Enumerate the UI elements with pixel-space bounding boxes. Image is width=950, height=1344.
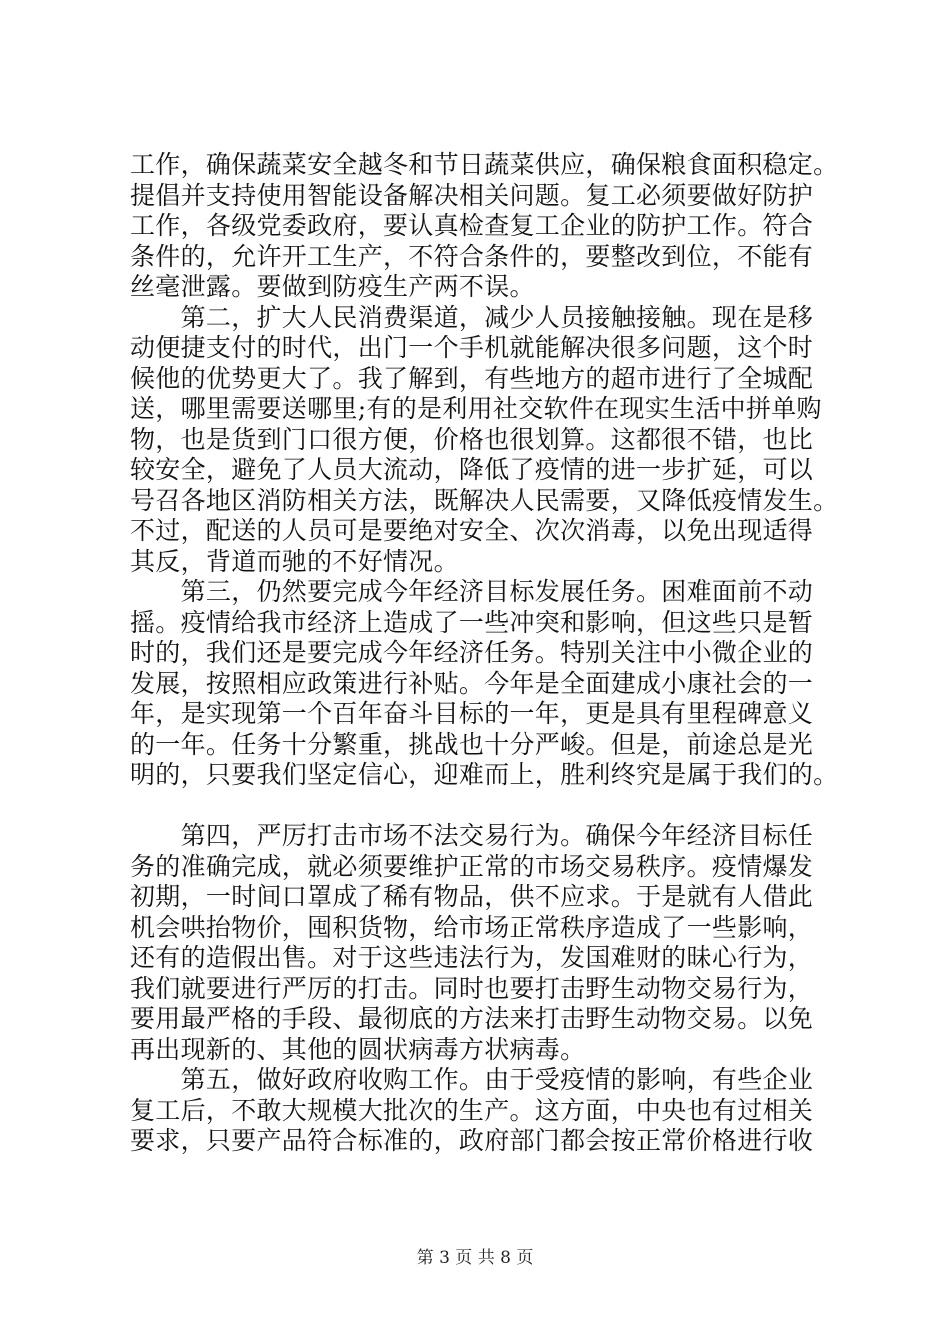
text-line: 送，哪里需要送哪里;有的是利用社交软件在现实生活中拼单购 (130, 394, 822, 423)
text-line: 不过，配送的人员可是要绝对安全、次次消毒，以免出现适得 (130, 516, 814, 545)
text-line: 号召各地区消防相关方法，既解决人民需要，又降低疫情发生。 (130, 485, 839, 515)
text-line: 候他的优势更大了。我了解到，有些地方的超市进行了全城配 (130, 363, 814, 393)
text-line: 较安全，避免了人员大流动，降低了疫情的进一步扩延，可以 (130, 455, 814, 484)
text-line: 提倡并支持使用智能设备解决相关问题。复工必须要做好防护 (130, 180, 814, 210)
document-body (130, 150, 839, 1157)
text-line: 发展，按照相应政策进行补贴。今年是全面建成小康社会的一 (130, 668, 814, 698)
text-line: 再出现新的、其他的圆状病毒方状病毒。 (130, 1034, 586, 1064)
text-line: 复工后，不敢大规模大批次的生产。这方面，中央也有过相关 (130, 1095, 814, 1125)
text-line: 工作，各级党委政府，要认真检查复工企业的防护工作。符合 (130, 211, 814, 240)
text-line: 时的，我们还是要完成今年经济任务。特别关注中小微企业的 (130, 638, 814, 667)
page-number-footer: 第 3 页 共 8 页 (416, 1248, 534, 1268)
paragraph-4-start: 第四，严厉打击市场不法交易行为。确保今年经济目标任 (130, 821, 814, 850)
text-line: 工作，确保蔬菜安全越冬和节日蔬菜供应，确保粮食面积稳定。 (130, 150, 839, 179)
text-line: 动便捷支付的时代，出门一个手机就能解决很多问题，这个时 (130, 333, 814, 362)
blank-line (130, 791, 830, 822)
text-line: 条件的，允许开工生产，不符合条件的，要整改到位，不能有 (130, 241, 814, 271)
paragraph-2-start: 第二，扩大人民消费渠道，减少人员接触接触。现在是移 (130, 302, 814, 332)
text-line: 物，也是货到门口很方便，价格也很划算。这都很不错，也比 (130, 424, 814, 454)
paragraph-3-start: 第三，仍然要完成今年经济目标发展任务。困难面前不动 (130, 577, 814, 606)
text-line: 的一年。任务十分繁重，挑战也十分严峻。但是，前途总是光 (130, 729, 814, 759)
text-line: 我们就要进行严厉的打击。同时也要打击野生动物交易行为， (130, 973, 814, 1003)
text-line: 机会哄抬物价，囤积货物，给市场正常秩序造成了一些影响， (130, 912, 814, 942)
paragraph-5-start: 第五，做好政府收购工作。由于受疫情的影响，有些企业 (130, 1065, 814, 1094)
text-line: 初期，一时间口罩成了稀有物品，供不应求。于是就有人借此 (130, 882, 814, 911)
text-line: 务的准确完成，就必须要维护正常的市场交易秩序。疫情爆发 (130, 851, 814, 881)
text-line: 还有的造假出售。对于这些违法行为，发国难财的昧心行为， (130, 943, 814, 972)
text-line: 要用最严格的手段、最彻底的方法来打击野生动物交易。以免 (130, 1004, 814, 1033)
text-line: 丝毫泄露。要做到防疫生产两不误。 (130, 272, 535, 301)
text-line: 要求，只要产品符合标准的，政府部门都会按正常价格进行收 (130, 1126, 814, 1155)
text-line: 其反，背道而驰的不好情况。 (130, 546, 459, 576)
text-line: 年，是实现第一个百年奋斗目标的一年，更是具有里程碑意义 (130, 699, 814, 728)
text-line: 摇。疫情给我市经济上造成了一些冲突和影响，但这些只是暂 (130, 607, 814, 637)
text-line: 明的，只要我们坚定信心，迎难而上，胜利终究是属于我们的。 (130, 760, 839, 789)
